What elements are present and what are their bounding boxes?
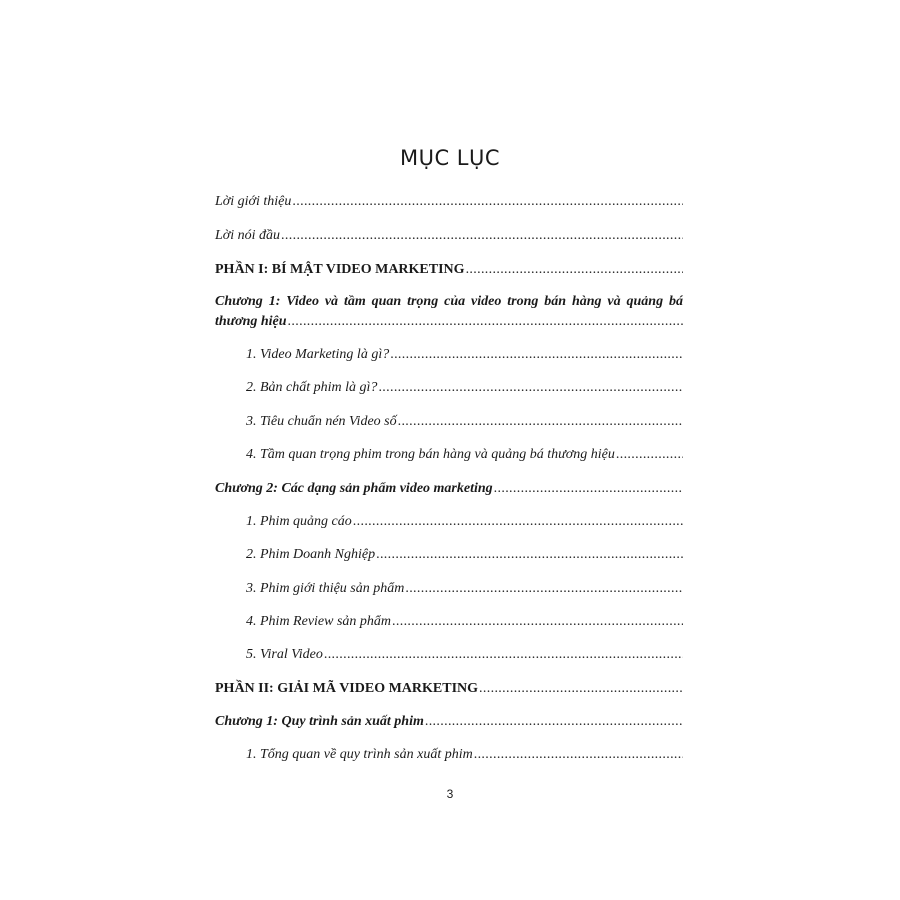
toc-entry-item[interactable] [246,745,683,764]
dot-leader [479,679,683,698]
dot-leader [474,745,683,764]
toc-entry-chapter[interactable] [215,312,683,331]
dot-leader [324,645,683,664]
toc-entry-item[interactable] [246,645,683,664]
toc-entry-chapter[interactable] [215,712,683,731]
dot-leader [292,192,683,211]
dot-leader [288,312,683,331]
toc-entry-label: 1. Tổng quan về quy trình sản xuất phim [246,747,473,762]
dot-leader [466,260,683,279]
dot-leader [494,479,683,498]
toc-entry-item[interactable] [246,579,683,598]
dot-leader [425,712,683,731]
toc-entry[interactable] [215,192,683,211]
toc-entry-item[interactable] [246,378,683,397]
toc-entry-label: 1. Phim quảng cáo [246,514,352,529]
toc-entry-label: 2. Bản chất phim là gì? [246,380,378,395]
toc-entry-item[interactable] [246,612,683,631]
toc-entry-label: Lời nói đầu [215,228,281,243]
dot-leader [353,512,683,531]
toc-entry-item[interactable] [246,512,683,531]
toc-entry-label: 3. Tiêu chuẩn nén Video số [246,414,397,429]
toc-entry-label: Chương 1: Quy trình sản xuất phim [215,714,424,729]
toc-entry-item[interactable] [246,345,683,364]
dot-leader [281,226,683,245]
page-number: 3 [446,787,454,801]
dot-leader [376,545,683,564]
toc-entry-label: PHẦN I: BÍ MẬT VIDEO MARKETING [215,262,465,277]
toc-entry-label: 3. Phim giới thiệu sản phẩm [246,581,405,596]
dot-leader [392,612,683,631]
toc-entry-part[interactable] [215,679,683,698]
toc-entry-label: PHẦN II: GIẢI MÃ VIDEO MARKETING [215,681,479,696]
toc-entry-label: Chương 2: Các dạng sản phẩm video marketing [215,481,493,496]
toc-entry-label: 5. Viral Video [246,647,323,662]
dot-leader [616,445,683,464]
toc-entry-label: 4. Tầm quan trọng phim trong bán hàng và quảng bá thương hiệu [246,447,615,462]
toc-entry-item[interactable] [246,412,683,431]
toc-entry-label: Lời giới thiệu [215,194,292,209]
dot-leader [378,378,683,397]
toc-entry[interactable] [215,226,683,245]
toc-entry-part[interactable] [215,260,683,279]
dot-leader [398,412,683,431]
dot-leader [405,579,683,598]
toc-entry-label: 4. Phim Review sản phẩm [246,614,392,629]
toc-entry-chapter-line1[interactable]: Chương 1: Video và tầm quan trọng của video trong bán hàng và quảng bá [215,294,683,309]
toc-entry-label: 2. Phim Doanh Nghiệp [246,547,376,562]
toc-entry-label: thương hiệu [215,314,287,329]
toc-entry-item[interactable] [246,545,683,564]
toc-entry-chapter[interactable] [215,479,683,498]
dot-leader [390,345,683,364]
toc-entry-label: 1. Video Marketing là gì? [246,347,390,362]
page-title: MỤC LỤC [399,146,501,170]
toc-entry-item[interactable] [246,445,683,464]
